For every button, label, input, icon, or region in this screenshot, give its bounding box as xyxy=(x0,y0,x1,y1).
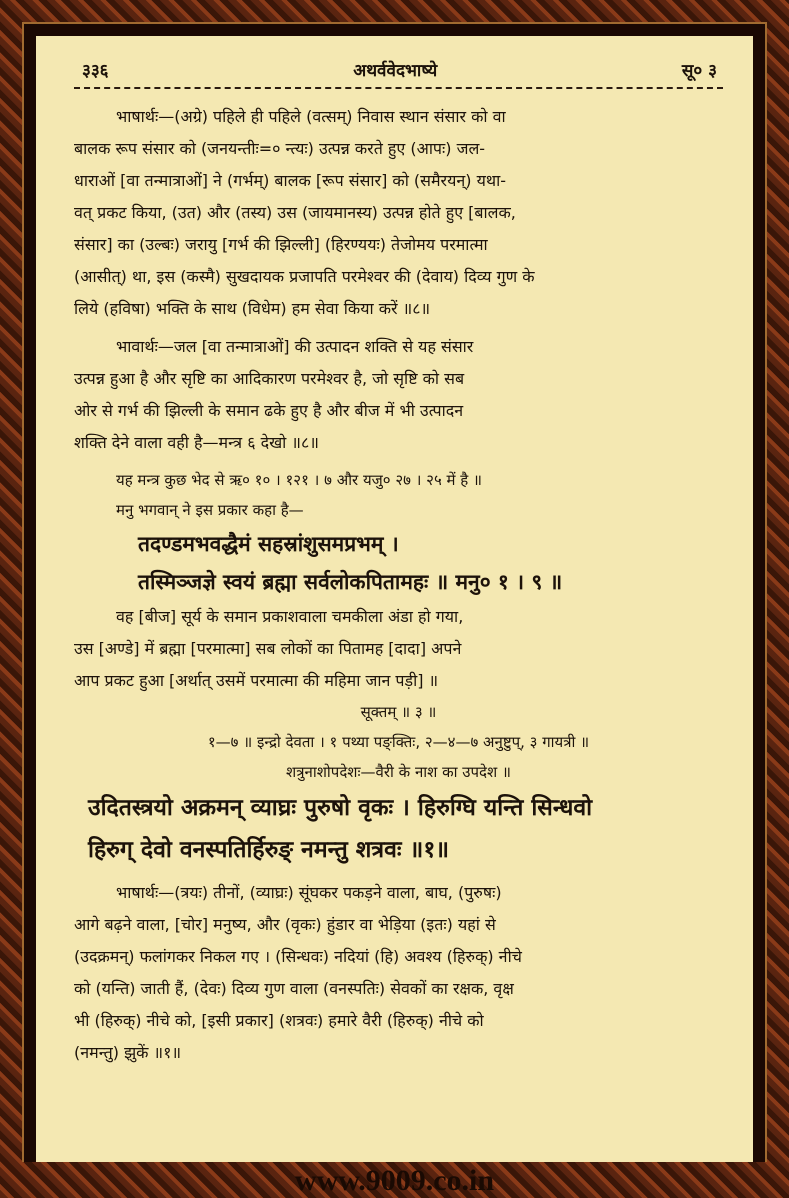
text-line: (नमन्तु) झुकें ॥१॥ xyxy=(74,1043,182,1062)
text-line: (आसीत्) था, इस (कस्मै) सुखदायक प्रजापति परमेश्वर की (देवाय) दिव्य गुण के xyxy=(74,267,535,286)
page-number: ३३६ xyxy=(82,61,109,81)
text-line: भी (हिरुक्) नीचे को, [इसी प्रकार] (शत्रवः) हमारे वैरी (हिरुक्) नीचे को xyxy=(74,1011,484,1030)
text-line: को (यन्ति) जाती हैं, (देवः) दिव्य गुण वाला (वनस्पतिः) सेवकों का रक्षक, वृक्ष xyxy=(74,979,514,998)
text-line: (उदक्रमन्) फलांगकर निकल गए । (सिन्धवः) नदियां (हि) अवश्य (हिरुक्) नीचे xyxy=(74,947,522,966)
manu-verse: तस्मिञ्जज्ञे स्वयं ब्रह्मा सर्वलोकपितामहः ॥ मनु० १ । ९ ॥ xyxy=(138,570,563,594)
text-line: ओर से गर्भ की झिल्ली के समान ढके हुए है और बीज में भी उत्पादन xyxy=(74,401,464,420)
manu-verse: तदण्डमभवद्धैमं सहस्रांशुसमप्रभम् । xyxy=(138,532,399,556)
reference-note: यह मन्त्र कुछ भेद से ऋ० १० । १२१ । ७ और यजु० २७ । २५ में है ॥ xyxy=(116,471,482,489)
page-header xyxy=(74,58,723,83)
text-line: वत् प्रकट किया, (उत) और (तस्य) उस (जायमानस्य) उत्पन्न होते हुए [बालक, xyxy=(74,203,516,222)
text-line: भाषार्थः—(अग्रे) पहिले ही पहिले (वत्सम्) निवास स्थान संसार को वा xyxy=(116,107,506,126)
mantra-line: उदितस्त्रयो अक्रमन् व्याघ्रः पुरुषो वृकः । हिरुग्घि यन्ति सिन्धवो xyxy=(88,795,593,821)
devata-line: १—७ ॥ इन्द्रो देवता । १ पथ्या पङ्क्तिः, २—४—७ अनुष्टुप्, ३ गायत्री ॥ xyxy=(207,733,590,751)
text-line: वह [बीज] सूर्य के समान प्रकाशवाला चमकीला अंडा हो गया, xyxy=(116,607,464,626)
text-line: भाषार्थः—(त्रयः) तीनों, (व्याघ्रः) सूंघकर पकड़ने वाला, बाघ, (पुरुषः) xyxy=(116,883,502,902)
sukta-ref: सू० ३ xyxy=(681,61,717,81)
page xyxy=(36,36,753,1162)
text-line: संसार] का (उल्बः) जरायु [गर्भ की झिल्ली] (हिरण्ययः) तेजोमय परमात्मा xyxy=(74,235,488,254)
text-line: उत्पन्न हुआ है और सृष्टि का आदिकारण परमेश्वर है, जो सृष्टि को सब xyxy=(74,369,465,388)
text-line: आप प्रकट हुआ [अर्थात् उसमें परमात्मा की महिमा जान पड़ी] ॥ xyxy=(74,671,439,690)
text-line: बालक रूप संसार को (जनयन्तीः=० न्त्यः) उत्पन्न करते हुए (आपः) जल- xyxy=(74,139,486,158)
text-line: आगे बढ़ने वाला, [चोर] मनुष्य, और (वृकः) हुंडार वा भेड़िया (इतः) यहां से xyxy=(74,915,496,934)
header-rule xyxy=(74,87,723,89)
manu-intro: मनु भगवान् ने इस प्रकार कहा है— xyxy=(116,501,304,519)
mantra-line: हिरुग् देवो वनस्पतिर्हिरुङ् नमन्तु शत्रवः ॥१॥ xyxy=(88,837,450,863)
sukta-heading: सूक्तम् ॥ ३ ॥ xyxy=(360,703,437,721)
text-line: उस [अण्डे] में ब्रह्मा [परमात्मा] सब लोकों का पितामह [दादा] अपने xyxy=(74,639,462,658)
text-line: धाराओं [वा तन्मात्राओं] ने (गर्भम्) बालक [रूप संसार] को (समैरयन्) यथा- xyxy=(74,171,507,190)
upadesh-line: शत्रुनाशोपदेशः—वैरी के नाश का उपदेश ॥ xyxy=(286,763,511,781)
text-line: भावार्थः—जल [वा तन्मात्राओं] की उत्पादन शक्ति से यह संसार xyxy=(116,337,474,356)
text-line: शक्ति देने वाला वही है—मन्त्र ६ देखो ॥८॥ xyxy=(74,433,319,452)
text-line: लिये (हविषा) भक्ति के साथ (विधेम) हम सेवा किया करें ॥८॥ xyxy=(74,299,431,318)
site-watermark: www.9009.co.in xyxy=(294,1164,495,1197)
book-title: अथर्ववेदभाष्ये xyxy=(353,61,438,81)
